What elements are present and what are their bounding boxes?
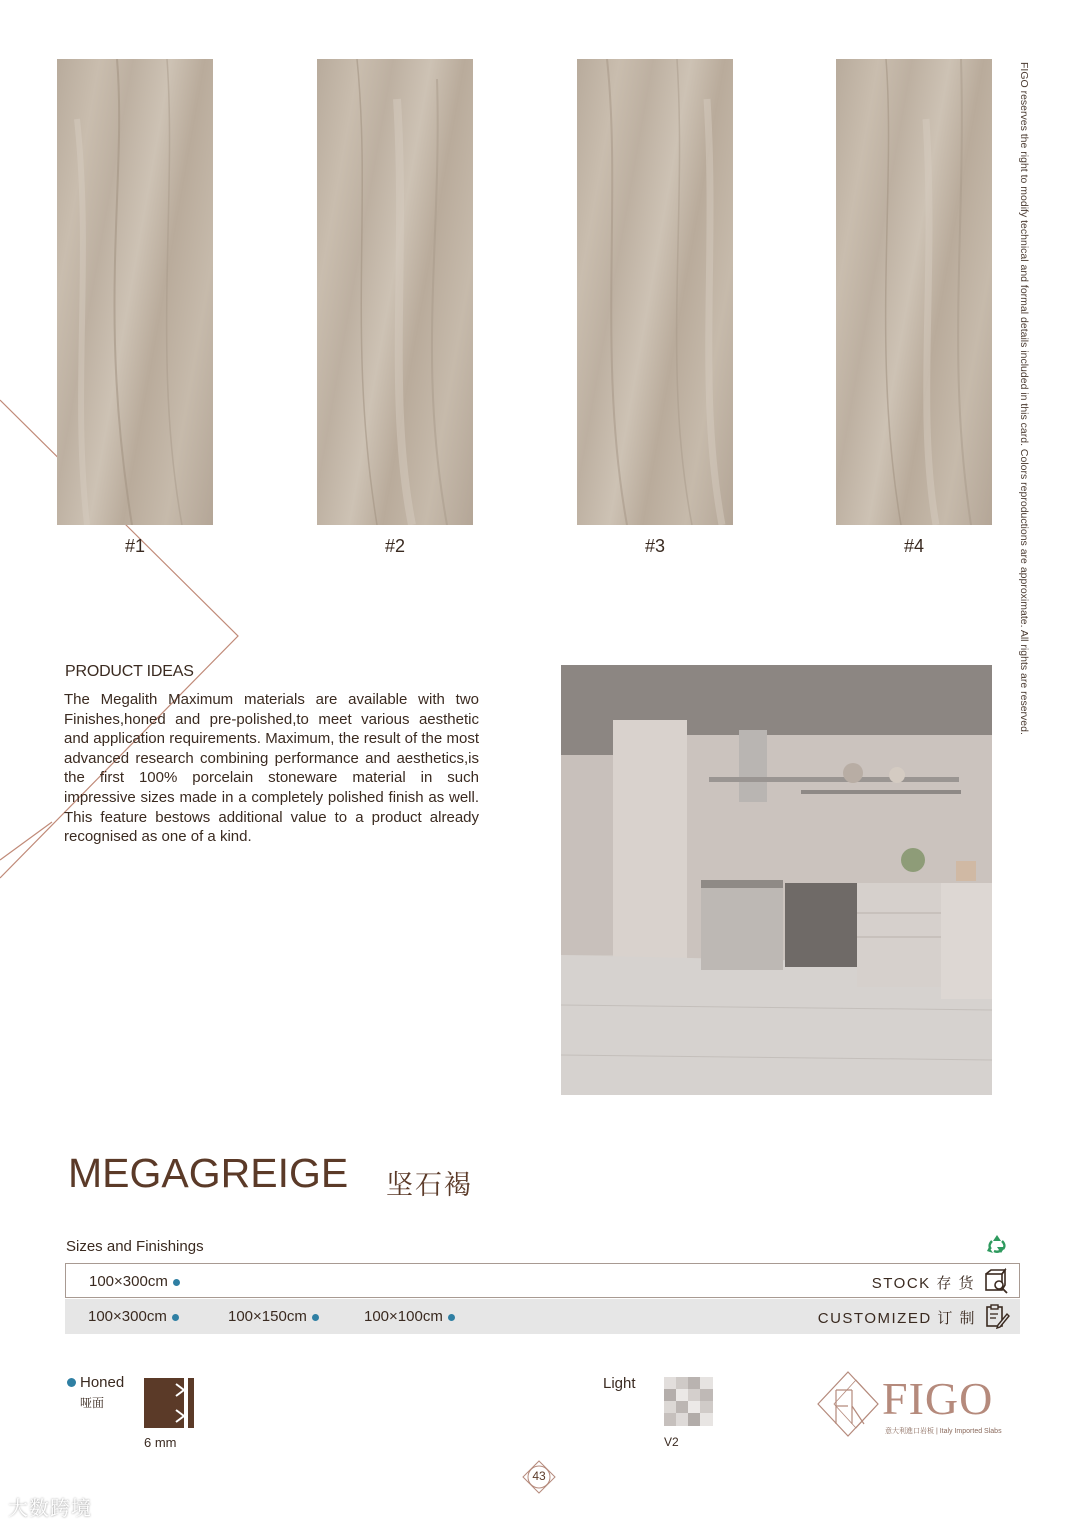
- finish-dot: [67, 1378, 76, 1387]
- product-name: MEGAGREIGE: [68, 1150, 349, 1196]
- custom-size-1: 100×300cm: [88, 1308, 179, 1325]
- variation-grid-icon: [664, 1377, 713, 1426]
- slab-sample-2: [317, 59, 473, 525]
- custom-size-2: 100×150cm: [228, 1308, 319, 1325]
- stock-label: STOCK 存 货: [871, 1275, 975, 1292]
- customized-label: CUSTOMIZED 订 制: [817, 1310, 976, 1327]
- product-ideas-heading: PRODUCT IDEAS: [65, 663, 194, 680]
- kitchen-photo: [561, 665, 992, 1095]
- product-name-cn: 坚石褐: [386, 1170, 473, 1200]
- finish-name: Honed: [80, 1374, 125, 1391]
- sizes-title: Sizes and Finishings: [66, 1238, 204, 1255]
- clipboard-pencil-icon: [984, 1303, 1010, 1329]
- slab-sample-3: [577, 59, 733, 525]
- size-dot: [312, 1314, 319, 1321]
- product-ideas-text: The Megalith Maximum materials are available with two Finishes,honed and pre-polished,to meet various aesthetic and application requirements. Maximum, the result of the most advanced research combining performance and aesthetics,is the first 100% porcelain stoneware material in such impressive sizes made in a completely polished finish as well. This feature bestows additional value to a product already recognised as one of a kind.: [64, 691, 479, 846]
- stock-box-icon: [983, 1268, 1009, 1294]
- thickness-icon: [144, 1378, 194, 1428]
- variation-code: V2: [664, 1435, 679, 1449]
- figo-brand: FIGO: [882, 1373, 994, 1424]
- size-dot: [172, 1314, 179, 1321]
- slab-label-3: #3: [644, 536, 666, 556]
- stock-row: [65, 1263, 1020, 1298]
- watermark: 大数跨境: [8, 1498, 92, 1520]
- size-dot: [448, 1314, 455, 1321]
- customized-row: [65, 1299, 1020, 1334]
- slab-label-4: #4: [903, 536, 925, 556]
- stock-size-1: 100×300cm: [89, 1273, 180, 1290]
- size-dot: [173, 1279, 180, 1286]
- disclaimer-note: FIGO reserves the right to modify technical and formal details included in this card. Colors reproductions are approximate. All rights are reserved.: [1018, 62, 1030, 735]
- slab-sample-4: [836, 59, 992, 525]
- slab-sample-1: [57, 59, 213, 525]
- slab-label-2: #2: [384, 536, 406, 556]
- custom-size-3: 100×100cm: [364, 1308, 455, 1325]
- recycle-icon: [985, 1232, 1009, 1256]
- slab-label-1: #1: [124, 536, 146, 556]
- figo-tagline: 意大利進口岩板 | Italy Imported Slabs: [885, 1428, 1002, 1435]
- variation-label: Light: [603, 1375, 636, 1392]
- finish-name-cn: 哑面: [80, 1396, 105, 1410]
- page-number: 43: [532, 1469, 546, 1483]
- thickness-value: 6 mm: [144, 1435, 177, 1450]
